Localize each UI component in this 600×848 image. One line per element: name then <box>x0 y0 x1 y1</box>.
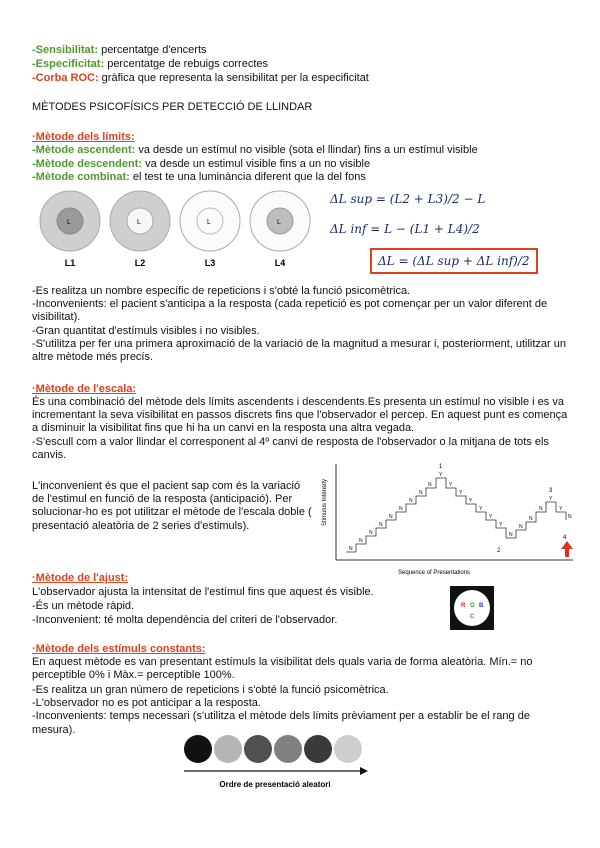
limits-descendent: -Mètode descendent: va desde un estimul visible fins a un no visible <box>32 158 371 170</box>
svg-text:Y: Y <box>479 506 483 512</box>
constants-line: -Es realitza un gran número de repeticions i s'obté la funció psicomètrica. <box>32 684 389 696</box>
def-corba-roc: -Corba ROC: gràfica que representa la sensibilitat per la especificitat <box>32 72 369 84</box>
rgb-test-figure <box>450 586 494 630</box>
svg-text:Y: Y <box>549 496 553 502</box>
escala-p3: L'inconvenient és que el pacient sap com és la variació de l'estimul en funció de la resposta (anticipació). Per solucionar-ho es pot utilitzar el mètode de l'escala doble ( presentació aleatòria de 2 series d'estimuls). <box>32 480 312 532</box>
svg-text:N: N <box>369 530 373 536</box>
ajust-title: ·Mètode de l'ajust: <box>32 572 129 584</box>
limits-bullet: -Inconvenients: el pacient s'anticipa a la resposta (cada repetició es pot començar per un valor diferent de visibilitat). <box>32 298 548 324</box>
svg-text:N: N <box>409 498 413 504</box>
red-arrow-icon <box>561 541 573 557</box>
rgb-g: G <box>470 603 475 609</box>
circle-l1 <box>40 191 100 268</box>
svg-text:Y: Y <box>439 472 443 478</box>
formula-delta-sup: ΔL sup = (L2 + L3)/2 − L <box>330 192 486 206</box>
def-sensibilitat: -Sensibilitat: percentatge d'encerts <box>32 44 207 56</box>
circle-l4 <box>250 191 310 268</box>
svg-text:Y: Y <box>459 490 463 496</box>
circle-label: L4 <box>274 258 286 268</box>
ajust-line: -És un mètode ràpid. <box>32 600 135 612</box>
constants-lines <box>32 684 572 737</box>
svg-text:N: N <box>529 516 533 522</box>
svg-text:N: N <box>359 538 363 544</box>
svg-text:N: N <box>568 514 572 520</box>
circle-label: L2 <box>134 258 146 268</box>
random-order-caption: Ordre de presentació aleatori <box>219 780 331 789</box>
ajust-line: L'observador ajusta la intensitat de l'estímul fins que aquest és visible. <box>32 586 374 598</box>
staircase-ylabel: Stimulus Intensity <box>322 478 328 526</box>
svg-text:N: N <box>519 524 523 530</box>
svg-text:Y: Y <box>449 482 453 488</box>
escala-p2: -S'escull com a valor llindar el corresponent al 4º canvi de resposta de l'observador o la mitjana de tots els canvis. <box>32 436 549 462</box>
svg-text:N: N <box>399 506 403 512</box>
limits-title: ·Mètode dels límits: <box>32 131 135 143</box>
staircase-change-4: 4 <box>563 535 567 541</box>
limits-bullet: -Es realitza un nombre específic de repeticions i s'obté la funció psicomètrica. <box>32 285 411 297</box>
escala-p1: És una combinació del mètode dels límits ascendents i descendents.Es presenta un estímul no visible i es va incrementant la seva visibilitat en passos discrets fins que l'observador el percep. En aquest punt es comença a disminuir la visibilitat fins que hi ha un canvi en la resposta una altra vegada. <box>32 396 568 435</box>
circle-l2 <box>110 191 170 268</box>
luminance-circles-figure <box>28 188 328 276</box>
rgb-c: C <box>470 614 475 620</box>
svg-text:N: N <box>509 532 513 538</box>
svg-text:N: N <box>379 522 383 528</box>
rgb-r: R <box>461 603 466 609</box>
circle-label: L3 <box>204 258 216 268</box>
svg-text:Y: Y <box>559 506 563 512</box>
random-order-figure <box>180 733 370 793</box>
limits-bullets <box>32 285 572 364</box>
constants-line: -L'observador no es pot anticipar a la resposta. <box>32 697 261 710</box>
svg-text:Y: Y <box>489 514 493 520</box>
svg-text:N: N <box>539 506 543 512</box>
staircase-diagram <box>318 456 578 580</box>
escala-title: ·Mètode de l'escala: <box>32 383 137 395</box>
formula-delta-inf: ΔL inf = L − (L1 + L4)/2 <box>330 222 480 236</box>
main-heading: MÈTODES PSICOFÍSICS PER DETECCIÓ DE LLINDAR <box>32 101 313 113</box>
svg-text:Y: Y <box>469 498 473 504</box>
rgb-b: B <box>479 603 484 609</box>
staircase-change-1: 1 <box>439 464 443 470</box>
limits-combinat: -Mètode combinat: el test te una luminància diferent que la del fons <box>32 171 366 183</box>
limits-ascendent: -Mètode ascendent: va desde un estímul no visible (sota el llindar) fins a un estímul visible <box>32 144 478 156</box>
staircase-change-2: 2 <box>497 548 501 554</box>
staircase-xlabel: Sequence of Presentations <box>398 570 471 576</box>
constants-p1: En aquest mètode es van presentant estímuls la visibilitat dels quals varia de forma aleatòria. Mín.= no perceptible 0% i Màx.= perceptible 100%. <box>32 656 533 682</box>
circle-inner-label: L <box>277 219 281 226</box>
limits-bullet: -Gran quantitat d'estímuls visibles i no visibles. <box>32 324 260 337</box>
arrow-right-icon <box>360 767 368 775</box>
ajust-line: -Inconvenient: té molta dependència del criteri de l'observador. <box>32 614 338 626</box>
svg-text:N: N <box>419 490 423 496</box>
svg-text:N: N <box>349 546 353 552</box>
circle-inner-label: L <box>207 219 211 226</box>
circle-label: L1 <box>64 258 76 268</box>
limits-bullet: -S'utilitza per fer una primera aproximació de la variació de la magnitud a mesurar i, posteriorment, utilitzar un altre mètode més precís. <box>32 337 567 363</box>
def-especificitat: -Especificitat: percentatge de rebuigs correctes <box>32 58 269 70</box>
svg-text:Y: Y <box>499 522 503 528</box>
constants-title: ·Mètode dels estímuls constants: <box>32 643 206 655</box>
staircase-change-3: 3 <box>549 488 553 494</box>
svg-text:N: N <box>428 482 432 488</box>
formula-delta-total-box: ΔL = (ΔL sup + ΔL inf)/2 <box>370 248 538 274</box>
svg-text:N: N <box>389 514 393 520</box>
circle-l3 <box>180 191 240 268</box>
circle-inner-label: L <box>137 219 141 226</box>
circle-inner-label: L <box>67 219 71 226</box>
constants-line: -Inconvenients: temps necessari (s'utilitza el mètode dels límits prèviament per a establir be el rang de mesura). <box>32 710 530 736</box>
